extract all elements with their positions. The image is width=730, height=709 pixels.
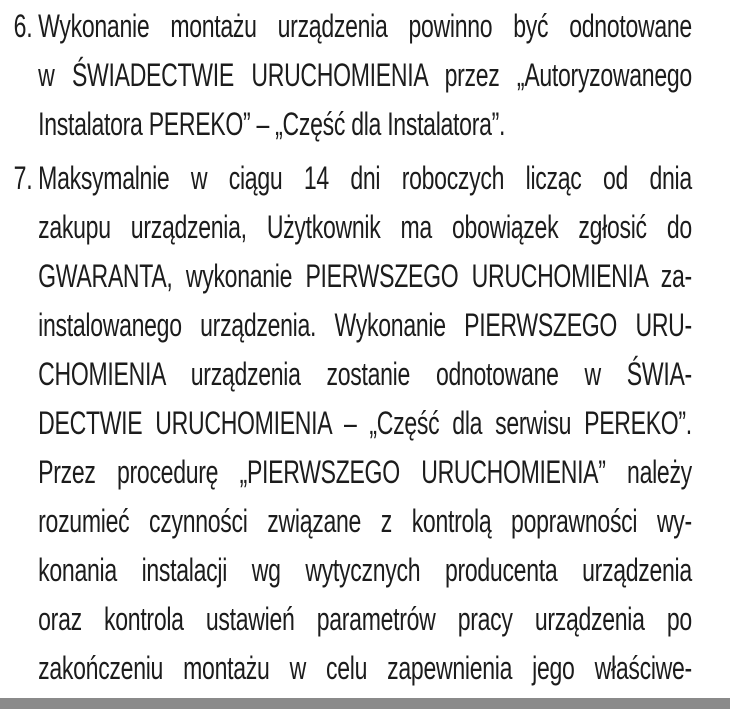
- list-item-body: [38, 2, 692, 149]
- page-edge-bar: [0, 698, 730, 709]
- list-item-6: [14, 2, 692, 149]
- text-line: DECTWIE URUCHOMIENIA – „Część dla serwisu PEREKO”.: [38, 405, 692, 441]
- text-line: zakupu urządzenia, Użytkownik ma obowiązek zgłosić do: [38, 209, 692, 245]
- text-line: konania instalacji wg wytycznych producenta urządzenia: [38, 552, 692, 588]
- text-line: CHOMIENIA urządzenia zostanie odnotowane w ŚWIA-: [38, 356, 692, 392]
- text-line: Instalatora PEREKO” – „Część dla Instalatora”.: [38, 106, 506, 142]
- text-line: w ŚWIADECTWIE URUCHOMIENIA przez „Autoryzowanego: [38, 57, 692, 93]
- text-line: instalowanego urządzenia. Wykonanie PIERWSZEGO URU-: [38, 307, 692, 343]
- text-line: zakończeniu montażu w celu zapewnienia jego właściwe-: [38, 650, 692, 686]
- text-line: Wykonanie montażu urządzenia powinno być odnotowane: [38, 8, 692, 44]
- list-item-number: 6.: [13, 8, 33, 44]
- text-line: rozumieć czynności związane z kontrolą poprawności wy-: [38, 503, 692, 539]
- list-item-7: [14, 154, 692, 693]
- text-line: GWARANTA, wykonanie PIERWSZEGO URUCHOMIENIA za-: [38, 258, 692, 294]
- text-line: oraz kontrola ustawień parametrów pracy urządzenia po: [38, 601, 692, 637]
- list-item-number: 7.: [13, 160, 33, 196]
- text-line: Maksymalnie w ciągu 14 dni roboczych licząc od dnia: [38, 160, 692, 196]
- list-item-body: [38, 154, 692, 693]
- text-line: Przez procedurę „PIERWSZEGO URUCHOMIENIA” należy: [38, 454, 692, 490]
